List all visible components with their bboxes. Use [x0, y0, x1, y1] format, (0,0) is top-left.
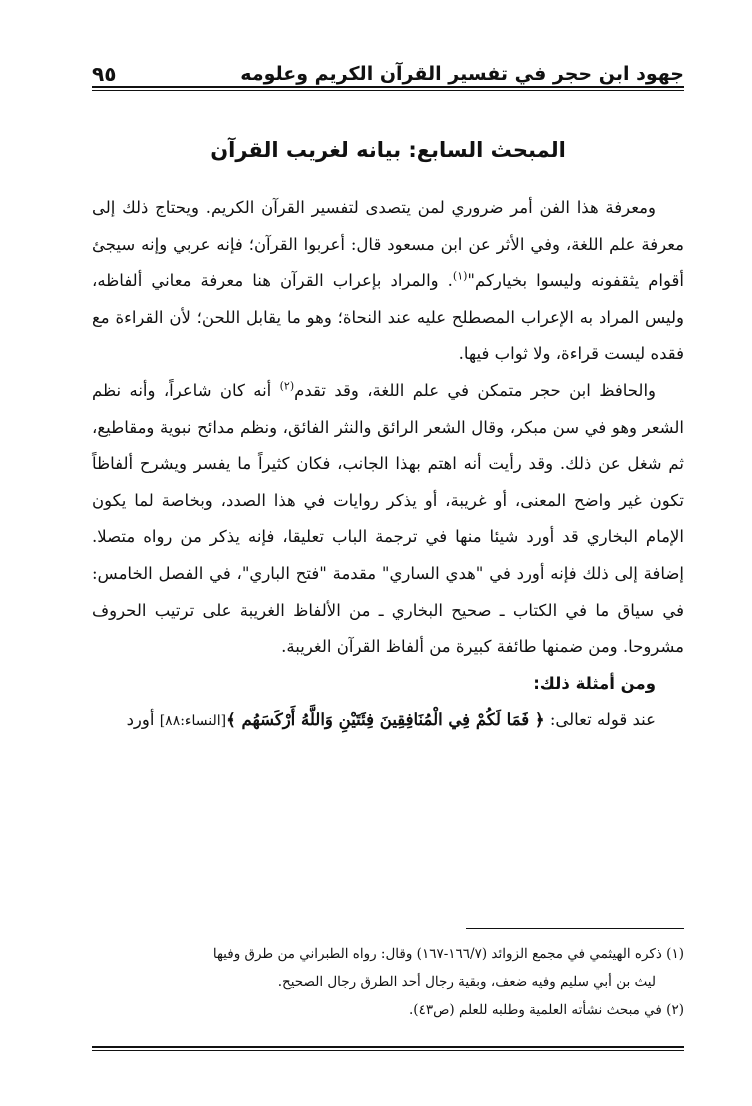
- paragraph-2-tail: أنه كان شاعراً، وأنه نظم الشعر وهو في سن مبكر، وقال الشعر الرائق والنثر الفائق، ونظم مدائح نبوية ومقاطيع، ثم شغل عن ذلك. وقد رأيت أنه اهتم بهذا الجانب، فكان كثيراً ما يفسر ويشرح ألفاظاً تكون غير واضح المعنى، أو غريبة، أو يذكر روايات في هذا الصدد، وبخاصة لما يكون الإمام البخاري قد أورد شيئا منها في ترجمة الباب تعليقا، فإنه يذكر من رواه متصلا. إضافة إلى ذلك فإنه أورد في "هدي الساري" مقدمة "فتح الباري"، في الفصل الخامس: في سياق ما في الكتاب ـ صحيح البخاري ـ من الألفاظ الغريبة على ترتيب الحروف مشروحا. ومن ضمنها طائفة كبيرة من ألفاظ القرآن الغريبة.: [92, 380, 684, 657]
- footnote-1-number: (١): [666, 946, 684, 962]
- footer-rule-thick: [92, 1046, 684, 1048]
- header-rule-thick: [92, 86, 684, 88]
- footnote-1-line-1: ذكره الهيثمي في مجمع الزوائد (١٦٦/٧-١٦٧) وقال: رواه الطبراني من طرق وفيها: [212, 946, 667, 962]
- running-header: [92, 52, 684, 86]
- footnote-separator: [466, 928, 684, 929]
- quran-verse: ﴿ فَمَا لَكُمْ فِي الْمُنَافِقِينَ فِئَتَيْنِ وَاللَّهُ أَرْكَسَهُم ﴾: [226, 710, 545, 730]
- footnote-2-text: في مبحث نشأته العلمية وطلبه للعلم (ص٤٣).: [409, 1002, 667, 1018]
- footnote-1: [92, 940, 684, 968]
- running-header-title: جهود ابن حجر في تفسير القرآن الكريم وعلومه: [240, 63, 684, 85]
- footnote-2-number: (٢): [666, 1002, 684, 1018]
- section-title: المبحث السابع: بيانه لغريب القرآن: [210, 138, 566, 162]
- footnotes: [92, 940, 684, 1024]
- paragraph-1-tail: . والمراد بإعراب القرآن هنا معرفة معاني ألفاظه، وليس المراد به الإعراب المصطلح عليه عند النحاة؛ وهو ما يقابل اللحن؛ لأن القراءة مع فقده ليست قراءة، ولا ثواب فيها.: [92, 271, 684, 364]
- header-rule-thin: [92, 90, 684, 91]
- paragraph-1: [92, 190, 684, 373]
- example-tail: أورد: [126, 710, 160, 730]
- example-intro: عند قوله تعالى:: [549, 710, 656, 730]
- page-number: ٩٥: [92, 62, 117, 86]
- footnote-2: [92, 996, 684, 1024]
- footnote-1-continuation: [92, 968, 684, 996]
- examples-heading: ومن أمثلة ذلك:: [533, 673, 656, 693]
- footnote-1-line-2: ليث بن أبي سليم وفيه ضعف، وبقية رجال أحد الطرق رجال الصحيح.: [277, 974, 656, 990]
- main-text: [92, 190, 684, 740]
- example-paragraph: [92, 702, 684, 740]
- paragraph-1-text: ومعرفة هذا الفن أمر ضروري لمن يتصدى لتفسير القرآن الكريم. ويحتاج ذلك إلى معرفة علم اللغة، وفي الأثر عن ابن مسعود قال: أعربوا القرآن؛ فإنه عربي وإنه سيجئ أقوام يثقفونه وليسوا بخياركم": [92, 198, 684, 291]
- paragraph-2: [92, 373, 684, 666]
- footnote-ref-2: (٢): [279, 379, 295, 393]
- footer-rule-thin: [92, 1050, 684, 1051]
- verse-reference: [النساء:٨٨]: [159, 713, 227, 730]
- paragraph-2-head: والحافظ ابن حجر متمكن في علم اللغة، وقد تقدم: [294, 380, 656, 400]
- footnote-ref-1: (١): [452, 269, 468, 283]
